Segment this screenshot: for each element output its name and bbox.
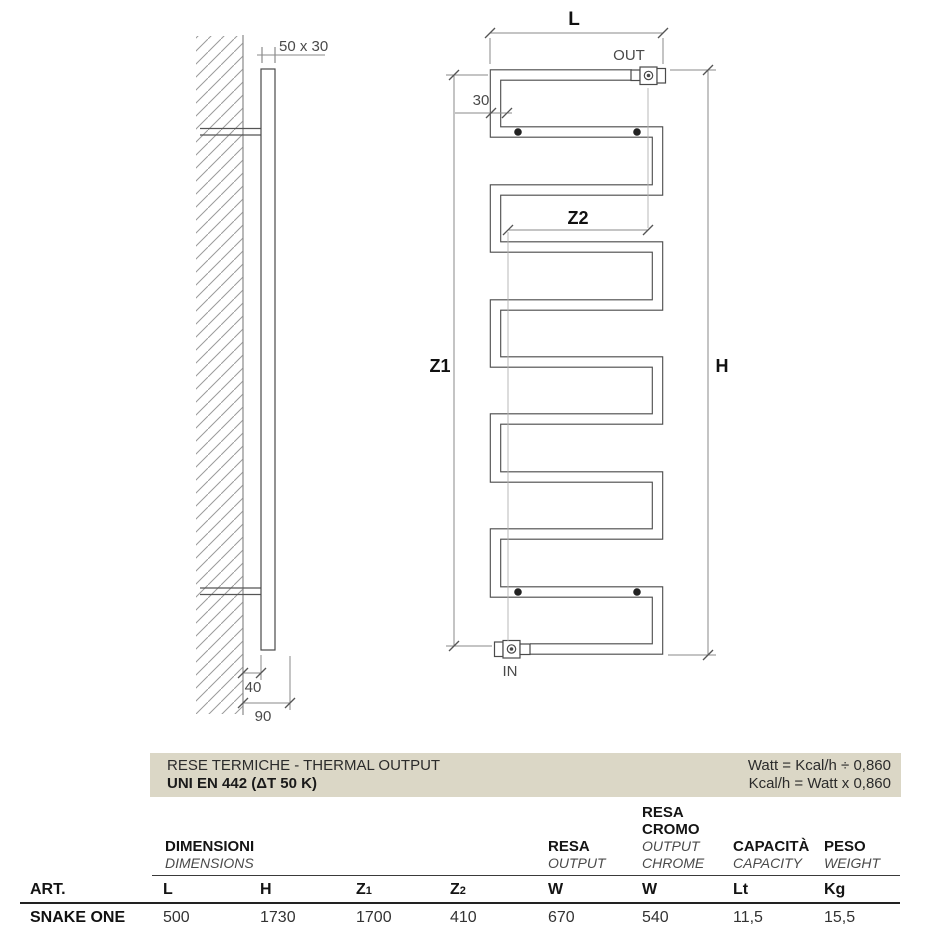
total-depth-dim-label: 90 bbox=[254, 708, 272, 725]
group-label-en: WEIGHT bbox=[824, 855, 880, 871]
z1-dim-label: Z1 bbox=[429, 356, 451, 376]
formula-line1: Watt = Kcal/h ÷ 0,860 bbox=[747, 757, 891, 774]
group-header-dimensions bbox=[165, 800, 254, 872]
wall-hatching bbox=[196, 36, 243, 714]
group-label-it: RESA CROMO bbox=[642, 804, 700, 838]
col-header-w-output: W bbox=[548, 881, 564, 898]
formula-line2: Kcal/h = Watt x 0,860 bbox=[748, 775, 891, 792]
row-value-h: 1730 bbox=[260, 909, 296, 926]
row-value-w-output: 670 bbox=[548, 909, 575, 926]
row-value-l: 500 bbox=[163, 909, 190, 926]
col-header-w-chrome: W bbox=[642, 881, 658, 898]
group-label-it: PESO bbox=[824, 838, 866, 855]
dim-profile bbox=[257, 38, 328, 63]
row-article-name: SNAKE ONE bbox=[30, 909, 126, 926]
row-value-w-chrome: 540 bbox=[642, 909, 669, 926]
col-header-z1: Z1 bbox=[356, 881, 372, 898]
z2-dim-label: Z2 bbox=[567, 208, 589, 228]
group-header-output bbox=[548, 800, 606, 872]
in-label: IN bbox=[502, 663, 518, 680]
dim-tube-width bbox=[455, 92, 512, 118]
col-header-lt: Lt bbox=[733, 881, 749, 898]
group-label-en: DIMENSIONS bbox=[165, 855, 254, 871]
side-view bbox=[196, 35, 328, 725]
dim-H bbox=[668, 65, 729, 660]
thermal-output-title bbox=[167, 757, 440, 793]
dim-Z1 bbox=[429, 70, 492, 651]
profile-dim-label: 50 x 30 bbox=[279, 38, 329, 55]
height-dim-label: H bbox=[715, 356, 729, 376]
col-header-kg: Kg bbox=[824, 881, 846, 898]
group-label-en: CAPACITY bbox=[733, 855, 802, 871]
group-label-en: OUTPUT CHROME bbox=[642, 838, 705, 871]
wall-to-tube-dim-label: 40 bbox=[244, 679, 262, 696]
tube-width-dim-label: 30 bbox=[472, 92, 490, 109]
out-label: OUT bbox=[613, 47, 645, 64]
conversion-formulas bbox=[748, 757, 891, 793]
in-valve bbox=[495, 641, 531, 659]
table-rule-header bbox=[20, 902, 900, 904]
table-rule-top bbox=[152, 875, 900, 876]
col-header-l: L bbox=[163, 881, 173, 898]
out-valve bbox=[631, 67, 666, 85]
row-value-z1: 1700 bbox=[356, 909, 392, 926]
mount-dot bbox=[633, 588, 641, 596]
col-header-art: ART. bbox=[30, 881, 66, 898]
group-header-weight bbox=[824, 800, 880, 872]
col-header-h: H bbox=[260, 881, 272, 898]
col-header-z2: Z2 bbox=[450, 881, 466, 898]
mount-dot bbox=[633, 128, 641, 136]
front-view bbox=[429, 9, 728, 680]
thermal-output-title-line1: RESE TERMICHE - THERMAL OUTPUT bbox=[167, 757, 441, 774]
group-header-output-chrome bbox=[642, 800, 714, 872]
radiator-profile-bar bbox=[261, 69, 275, 650]
row-value-lt: 11,5 bbox=[733, 909, 763, 926]
group-label-en: OUTPUT bbox=[548, 855, 606, 871]
thermal-output-band bbox=[150, 753, 901, 797]
row-value-kg: 15,5 bbox=[824, 909, 856, 926]
group-label-it: CAPACITÀ bbox=[733, 838, 810, 855]
thermal-output-title-line2: UNI EN 442 (ΔT 50 K) bbox=[167, 775, 317, 792]
group-label-it: DIMENSIONI bbox=[165, 838, 255, 855]
mount-dot bbox=[514, 588, 522, 596]
width-dim-label: L bbox=[568, 9, 580, 30]
mount-dot bbox=[514, 128, 522, 136]
group-header-capacity bbox=[733, 800, 809, 872]
snake-tube bbox=[496, 75, 658, 649]
group-label-it: RESA bbox=[548, 838, 590, 855]
row-value-z2: 410 bbox=[450, 909, 477, 926]
